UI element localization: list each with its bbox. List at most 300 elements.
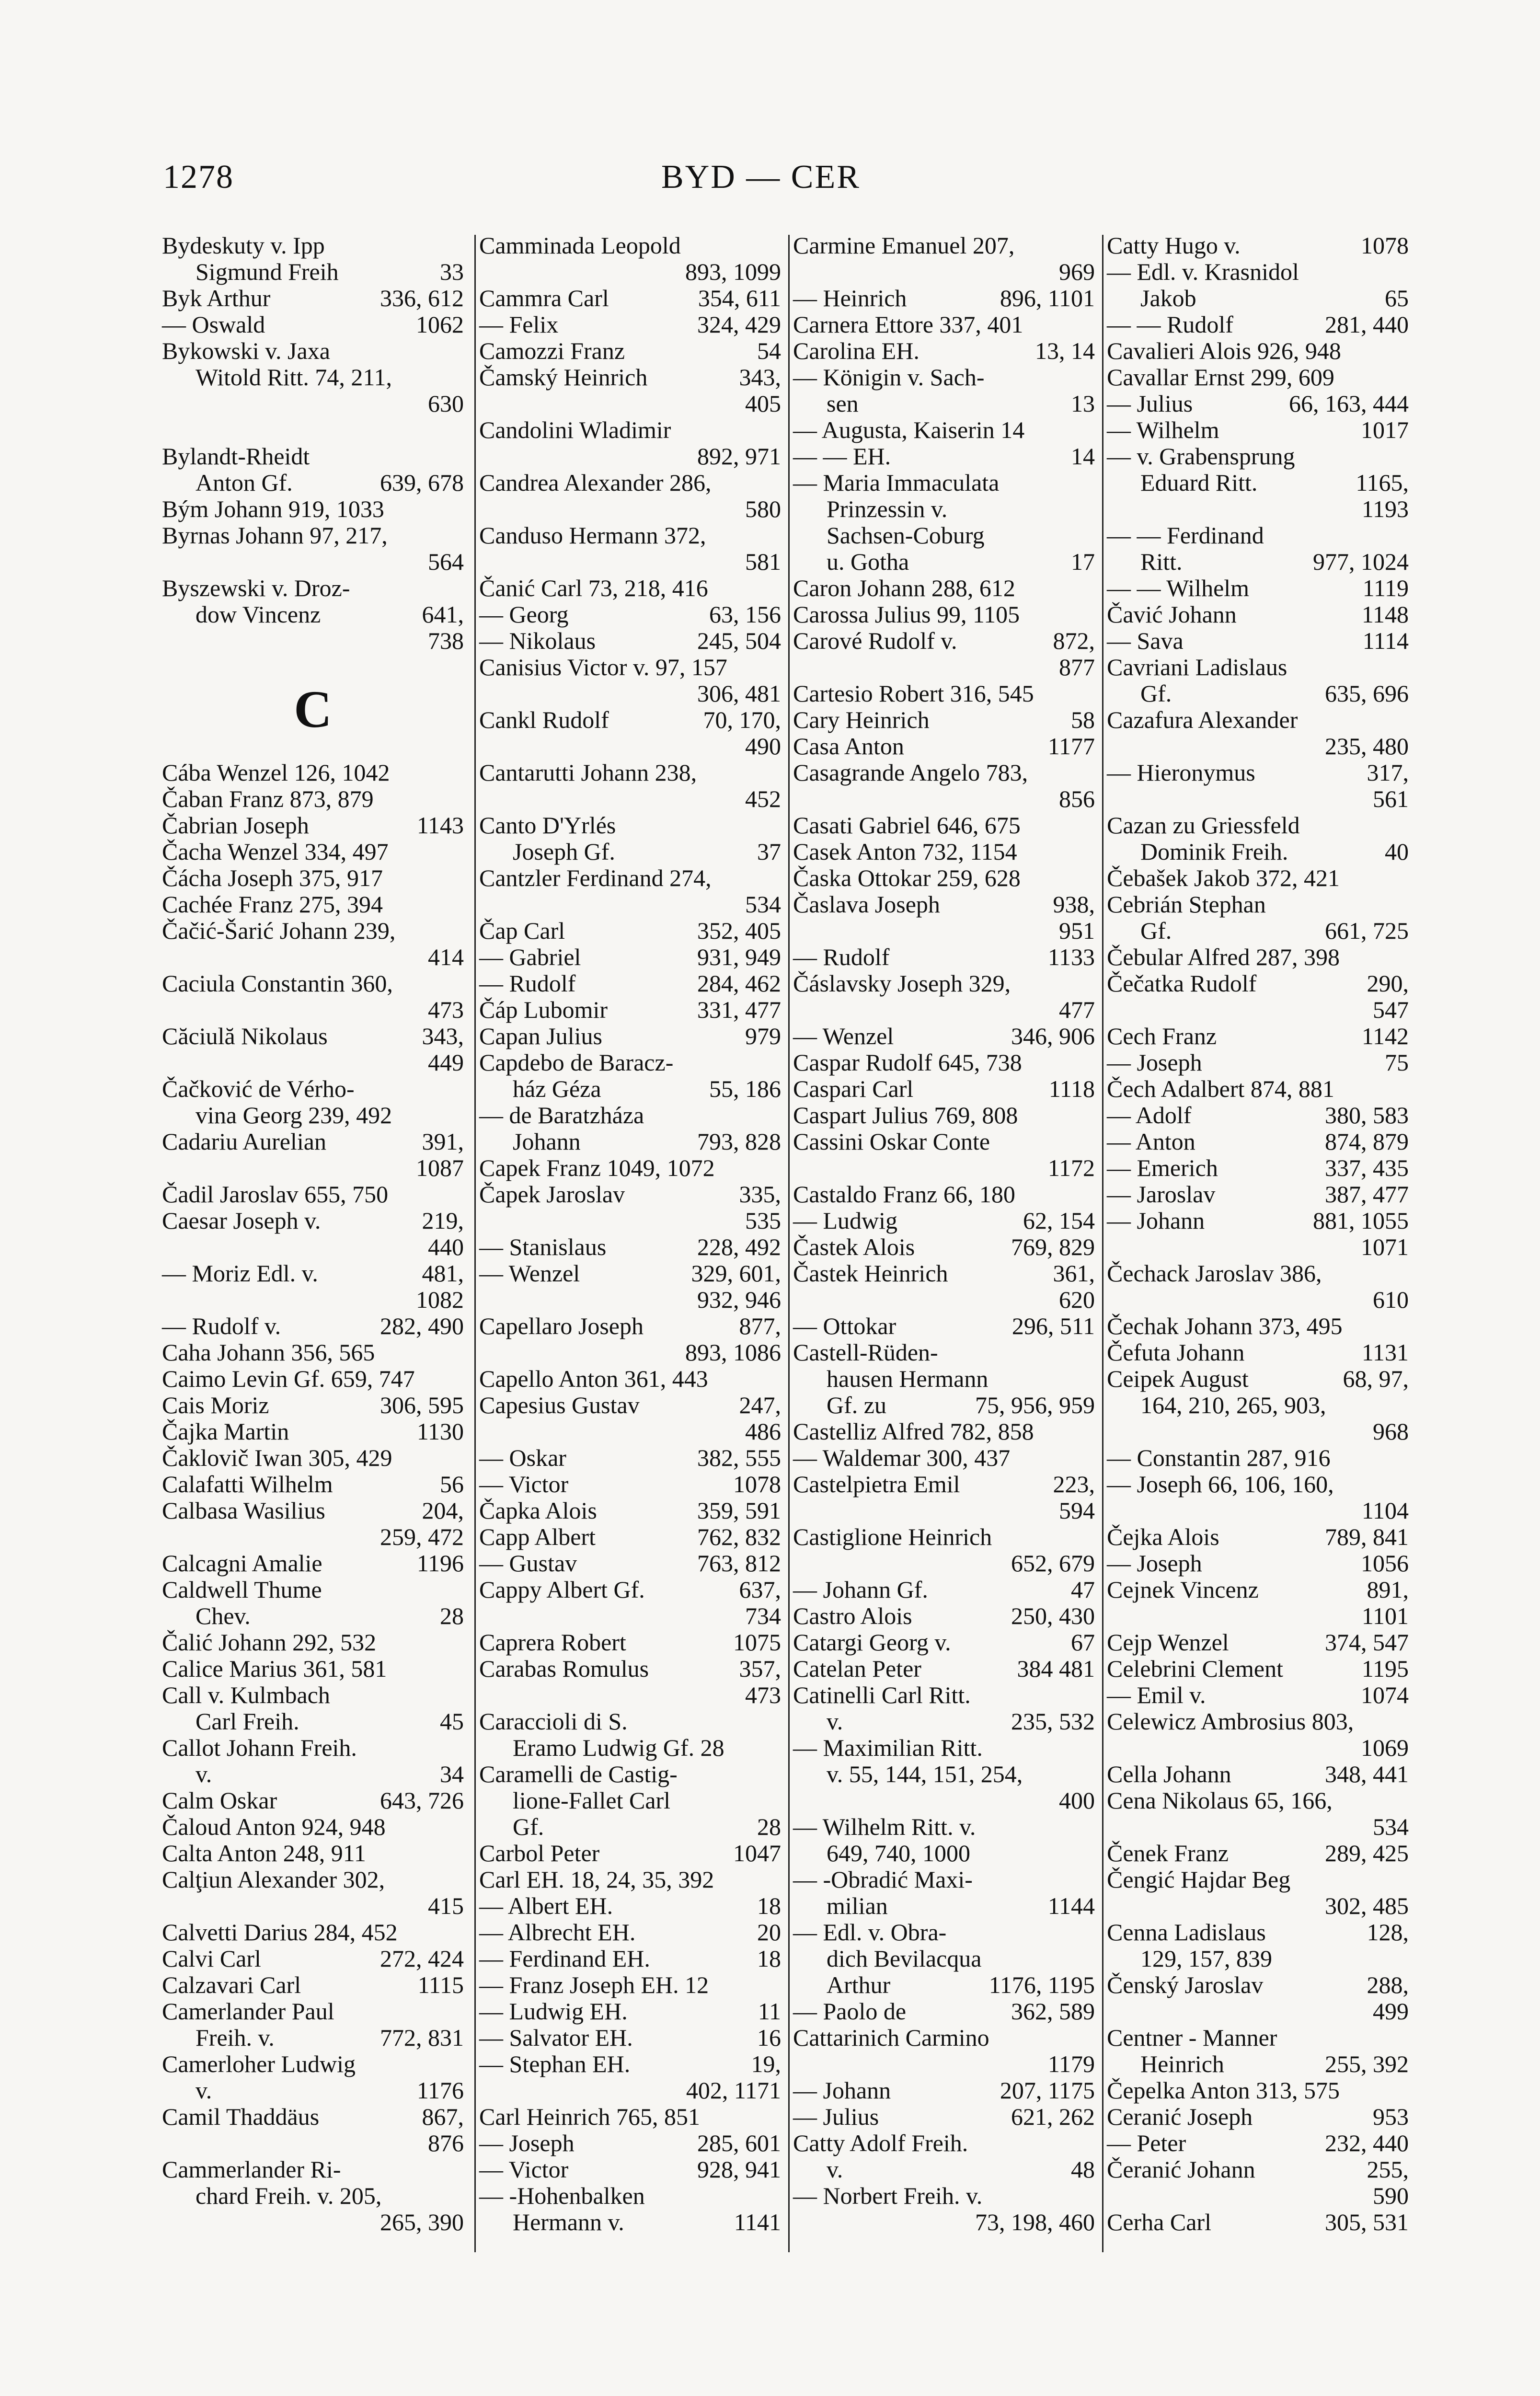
entry-text: — Constantin 287, 916: [1107, 1444, 1331, 1471]
entry-text: Celewicz Ambrosius 803,: [1107, 1708, 1354, 1735]
entry-text: milian: [827, 1892, 888, 1919]
entry-text: Dominik Freih.: [1140, 838, 1288, 865]
entry-text: Canto D'Yrlés: [479, 812, 616, 839]
page-refs: 641,: [422, 601, 464, 628]
entry-line: [162, 839, 464, 865]
column-rule: [474, 235, 476, 2252]
entry-line: [1107, 1208, 1409, 1234]
entry-text: Časlava Joseph: [793, 891, 940, 918]
entry-text: — Nikolaus: [479, 627, 596, 654]
entry-line: [793, 1998, 1095, 2025]
page-refs: 561: [1373, 785, 1409, 812]
index-entry: [162, 1471, 464, 1498]
entry-line: [793, 1049, 1095, 1076]
index-entry: [1107, 1339, 1409, 1366]
index-entry: [479, 1893, 781, 1919]
entry-text: Čech Adalbert 874, 881: [1107, 1075, 1334, 1102]
entry-line: [1107, 391, 1409, 417]
entry-text: Čaban Franz 873, 879: [162, 785, 374, 812]
page-refs: 414: [428, 944, 464, 970]
entry-text: — Georg: [479, 601, 569, 628]
page-refs: 793, 828: [697, 1128, 781, 1155]
entry-text: Sigmund Freih: [195, 258, 339, 285]
entry-text: Cavalieri Alois 926, 948: [1107, 337, 1341, 364]
entry-text: Častek Alois: [793, 1233, 915, 1260]
entry-text: Carolina EH.: [793, 337, 919, 364]
index-entry: [479, 2130, 781, 2156]
index-entry: [1107, 812, 1409, 865]
entry-text: Cebrián Stephan: [1107, 891, 1266, 918]
index-column-4: [1107, 232, 1409, 2235]
index-entry: [479, 1181, 781, 1234]
entry-line: [1107, 1181, 1409, 1208]
index-entry: [1107, 2025, 1409, 2077]
entry-text: Calzavari Carl: [162, 1971, 301, 1998]
entry-line: [479, 2077, 781, 2104]
entry-text: Carbol Peter: [479, 1840, 600, 1866]
entry-text: Carmine Emanuel 207,: [793, 232, 1015, 259]
entry-line: [162, 1577, 464, 1603]
page-refs: 938,: [1053, 891, 1095, 918]
page-refs: 581: [745, 548, 781, 575]
page-refs: 65: [1385, 285, 1409, 311]
entry-text: Carové Rudolf v.: [793, 627, 957, 654]
index-entry: [1107, 575, 1409, 601]
index-entry: [479, 311, 781, 338]
index-entry: [1107, 391, 1409, 417]
entry-text: Calvetti Darius 284, 452: [162, 1919, 398, 1946]
entry-line: [479, 522, 781, 549]
entry-text: Caldwell Thume: [162, 1576, 322, 1603]
entry-text: Calcagni Amalie: [162, 1550, 322, 1577]
entry-text: Cejp Wenzel: [1107, 1629, 1229, 1656]
entry-text: Caciula Constantin 360,: [162, 970, 393, 997]
index-entry: [793, 2130, 1095, 2183]
entry-text: Čajka Martin: [162, 1418, 289, 1445]
entry-line: [162, 2156, 464, 2183]
entry-line: [793, 2077, 1095, 2104]
entry-line: [162, 944, 464, 970]
page-refs: 282, 490: [380, 1313, 464, 1339]
entry-text: Čebular Alfred 287, 398: [1107, 944, 1340, 970]
index-entry: [162, 1577, 464, 1629]
entry-text: Eduard Ritt.: [1140, 469, 1258, 496]
page-refs: 405: [745, 390, 781, 417]
index-entry: [162, 839, 464, 865]
entry-line: [793, 654, 1095, 680]
page-refs: 380, 583: [1325, 1102, 1409, 1129]
page-refs: 1133: [1047, 944, 1095, 970]
entry-line: [793, 812, 1095, 839]
entry-line: [1107, 2104, 1409, 2130]
entry-line: [1107, 707, 1409, 733]
entry-text: chard Freih. v. 205,: [195, 2182, 382, 2209]
entry-line: [1107, 1866, 1409, 1893]
entry-line: [1107, 549, 1409, 575]
entry-line: [1107, 1946, 1409, 1972]
entry-line: [162, 786, 464, 812]
entry-line: [162, 496, 464, 522]
entry-line: [162, 1629, 464, 1656]
entry-line: [1107, 918, 1409, 944]
index-entry: [1107, 760, 1409, 812]
page-refs: 977, 1024: [1313, 548, 1409, 575]
entry-text: — Ludwig EH.: [479, 1998, 628, 2025]
index-entry: [793, 601, 1095, 628]
entry-text: Čeranić Johann: [1107, 2156, 1255, 2183]
entry-line: [1107, 1629, 1409, 1656]
page-refs: 47: [1071, 1576, 1095, 1603]
entry-line: [162, 1761, 464, 1787]
entry-line: [1107, 601, 1409, 628]
index-entry: [479, 1234, 781, 1260]
index-entry: [479, 1023, 781, 1049]
index-entry: [479, 2183, 781, 2235]
page-refs: 45: [440, 1708, 464, 1735]
entry-text: Cadariu Aurelian: [162, 1128, 326, 1155]
entry-line: [793, 1498, 1095, 1524]
entry-line: [1107, 1972, 1409, 1998]
entry-text: Čalić Johann 292, 532: [162, 1629, 377, 1656]
page-refs: 969: [1059, 258, 1095, 285]
entry-text: — Paolo de: [793, 1998, 907, 2025]
entry-text: v.: [827, 2156, 843, 2183]
letter-heading: C: [294, 680, 332, 738]
page-refs: 219,: [422, 1207, 464, 1234]
page-refs: 928, 941: [697, 2156, 781, 2183]
entry-line: [793, 285, 1095, 311]
entry-line: [1107, 1287, 1409, 1313]
entry-line: [479, 1682, 781, 1708]
entry-line: [479, 1023, 781, 1049]
entry-line: [793, 1287, 1095, 1313]
entry-line: [793, 1313, 1095, 1339]
index-entry: [162, 1392, 464, 1418]
index-entry: [162, 1814, 464, 1840]
entry-line: [1107, 1550, 1409, 1577]
page-refs: 856: [1059, 785, 1095, 812]
entry-line: [162, 259, 464, 285]
index-entry: [793, 970, 1095, 1023]
page-refs: 490: [745, 733, 781, 760]
entry-line: [793, 443, 1095, 470]
entry-text: Cella Johann: [1107, 1761, 1231, 1787]
entry-line: [162, 470, 464, 496]
page-refs: 11: [758, 1998, 781, 2025]
index-entry: [1107, 2209, 1409, 2235]
index-entry: [479, 812, 781, 865]
entry-text: Cary Heinrich: [793, 706, 930, 733]
index-entry: [1107, 1550, 1409, 1577]
entry-text: Camminada Leopold: [479, 232, 681, 259]
page-refs: 1119: [1362, 575, 1409, 601]
index-entry: [793, 2104, 1095, 2130]
entry-text: — Stephan EH.: [479, 2050, 631, 2077]
index-entry: [1107, 338, 1409, 364]
entry-line: [1107, 1023, 1409, 1049]
index-entry: [162, 1181, 464, 1208]
entry-line: [162, 997, 464, 1023]
entry-line: [1107, 1392, 1409, 1418]
page-refs: 1193: [1361, 495, 1409, 522]
index-entry: [793, 1524, 1095, 1577]
entry-line: [479, 1102, 781, 1129]
index-entry: [479, 944, 781, 970]
page-refs: 1047: [733, 1840, 781, 1866]
entry-text: — Emerich: [1107, 1154, 1218, 1181]
entry-text: — Julius: [793, 2103, 879, 2130]
entry-line: [162, 1208, 464, 1234]
entry-line: [793, 707, 1095, 733]
entry-line: [1107, 2025, 1409, 2051]
entry-line: [162, 1313, 464, 1339]
entry-line: [479, 364, 781, 391]
entry-line: [162, 1445, 464, 1471]
entry-line: [793, 522, 1095, 549]
entry-text: Časka Ottokar 259, 628: [793, 864, 1021, 891]
entry-text: sen: [827, 390, 859, 417]
page-refs: 289, 425: [1325, 1840, 1409, 1866]
entry-text: Caspari Carl: [793, 1075, 914, 1102]
page-refs: 452: [745, 785, 781, 812]
page-refs: 932, 946: [697, 1286, 781, 1313]
entry-line: [479, 338, 781, 364]
index-entry: [1107, 1023, 1409, 1049]
page-refs: 1165,: [1356, 469, 1409, 496]
page-refs: 1101: [1361, 1602, 1409, 1629]
entry-text: Joseph Gf.: [513, 838, 615, 865]
index-entry: [793, 1629, 1095, 1656]
entry-text: Freih. v.: [195, 2024, 275, 2051]
entry-line: [479, 575, 781, 601]
entry-line: [162, 1682, 464, 1708]
entry-text: — Edl. v. Krasnidol: [1107, 258, 1299, 285]
index-entry: [793, 1234, 1095, 1260]
page-refs: 881, 1055: [1313, 1207, 1409, 1234]
entry-line: [1107, 680, 1409, 707]
entry-line: [1107, 1471, 1409, 1498]
entry-text: — Wenzel: [479, 1260, 580, 1287]
page-refs: 34: [440, 1761, 464, 1787]
entry-line: [793, 2156, 1095, 2183]
index-entry: [1107, 707, 1409, 760]
index-entry: [1107, 232, 1409, 259]
page-refs: 75: [1385, 1049, 1409, 1076]
entry-text: hausen Hermann: [827, 1365, 988, 1392]
entry-text: 649, 740, 1000: [827, 1840, 970, 1866]
index-entry: [479, 1998, 781, 2025]
entry-text: Čáp Lubomir: [479, 996, 608, 1023]
page-refs: 951: [1059, 917, 1095, 944]
index-entry: [162, 1313, 464, 1339]
entry-line: [793, 1445, 1095, 1471]
index-entry: [1107, 1471, 1409, 1524]
entry-text: — Rudolf: [793, 944, 890, 970]
page-refs: 290,: [1367, 970, 1409, 997]
entry-line: [793, 1708, 1095, 1735]
entry-line: [1107, 496, 1409, 522]
entry-text: Ritt.: [1140, 548, 1183, 575]
index-entry: [793, 1418, 1095, 1445]
entry-line: [793, 1629, 1095, 1656]
page-refs: 1177: [1047, 733, 1095, 760]
index-entry: [793, 1682, 1095, 1735]
page-refs: 473: [745, 1682, 781, 1708]
entry-text: — de Baratzháza: [479, 1102, 644, 1129]
entry-line: [1107, 1076, 1409, 1102]
index-entry: [162, 2051, 464, 2104]
entry-line: [162, 1972, 464, 1998]
page-refs: 223,: [1053, 1471, 1095, 1498]
entry-line: [793, 2183, 1095, 2209]
entry-line: [1107, 1761, 1409, 1787]
entry-text: Gf. zu: [827, 1392, 886, 1418]
entry-line: [793, 1471, 1095, 1498]
index-entry: [1107, 1181, 1409, 1208]
entry-line: [162, 1998, 464, 2025]
entry-line: [793, 417, 1095, 443]
index-entry: [162, 285, 464, 311]
index-entry: [479, 1550, 781, 1577]
page-refs: 415: [428, 1892, 464, 1919]
index-entry: [1107, 1445, 1409, 1471]
page-refs: 302, 485: [1325, 1892, 1409, 1919]
index-entry: [479, 1761, 781, 1840]
entry-line: [162, 865, 464, 891]
entry-text: Castelliz Alfred 782, 858: [793, 1418, 1034, 1445]
entry-text: Camozzi Franz: [479, 337, 625, 364]
index-entry: [162, 891, 464, 918]
page-refs: 590: [1373, 2182, 1409, 2209]
entry-line: [479, 839, 781, 865]
entry-text: Witold Ritt. 74, 211,: [195, 364, 392, 391]
index-entry: [793, 1656, 1095, 1682]
entry-line: [1107, 1260, 1409, 1287]
entry-text: Čechak Johann 373, 495: [1107, 1313, 1343, 1339]
index-entry: [1107, 1524, 1409, 1550]
index-entry: [479, 628, 781, 654]
entry-line: [479, 1498, 781, 1524]
entry-line: [162, 1418, 464, 1445]
entry-text: Čejka Alois: [1107, 1523, 1219, 1550]
entry-text: Gf.: [1140, 917, 1172, 944]
entry-text: Bykowski v. Jaxa: [162, 337, 330, 364]
page-refs: 247,: [739, 1392, 781, 1418]
page-refs: 1017: [1361, 416, 1409, 443]
entry-text: — Waldemar 300, 437: [793, 1444, 1011, 1471]
entry-text: — — EH.: [793, 443, 891, 470]
page-refs: 620: [1059, 1286, 1095, 1313]
page-refs: 867,: [422, 2103, 464, 2130]
page-refs: 228, 492: [697, 1233, 781, 1260]
entry-text: Camerloher Ludwig: [162, 2050, 356, 2077]
entry-text: Call v. Kulmbach: [162, 1682, 330, 1708]
entry-line: [793, 1972, 1095, 1998]
entry-text: dow Vincenz: [195, 601, 321, 628]
entry-line: [479, 496, 781, 522]
index-entry: [1107, 891, 1409, 944]
entry-text: Čačković de Vérho-: [162, 1075, 355, 1102]
entry-text: Catty Adolf Freih.: [793, 2130, 968, 2156]
page-refs: 772, 831: [380, 2024, 464, 2051]
entry-line: [479, 707, 781, 733]
index-entry: [793, 1208, 1095, 1234]
index-entry: [162, 1866, 464, 1919]
page-refs: 391,: [422, 1128, 464, 1155]
entry-text: Čanić Carl 73, 218, 416: [479, 575, 708, 601]
entry-text: vina Georg 239, 492: [195, 1102, 392, 1129]
entry-text: — Joseph: [1107, 1550, 1202, 1577]
page-refs: 235, 480: [1325, 733, 1409, 760]
entry-line: [479, 1577, 781, 1603]
entry-line: [793, 970, 1095, 997]
entry-line: [1107, 1313, 1409, 1339]
page-number: 1278: [163, 159, 234, 196]
entry-line: [162, 1866, 464, 1893]
entry-text: — Augusta, Kaiserin 14: [793, 416, 1025, 443]
entry-text: Bylandt-Rheidt: [162, 443, 310, 470]
entry-text: Cais Moriz: [162, 1392, 269, 1418]
entry-line: [479, 311, 781, 338]
entry-line: [479, 1445, 781, 1471]
entry-line: [793, 1840, 1095, 1866]
entry-line: [162, 1339, 464, 1366]
entry-line: [162, 812, 464, 839]
index-entry: [1107, 259, 1409, 311]
index-entry: [479, 2104, 781, 2130]
index-entry: [479, 1313, 781, 1366]
entry-line: [1107, 786, 1409, 812]
index-entry: [1107, 364, 1409, 391]
page-refs: 547: [1373, 996, 1409, 1023]
entry-line: [479, 2104, 781, 2130]
index-entry: [162, 1735, 464, 1787]
entry-line: [1107, 1498, 1409, 1524]
index-entry: [793, 680, 1095, 707]
index-entry: [793, 1866, 1095, 1919]
entry-line: [1107, 575, 1409, 601]
entry-text: Byrnas Johann 97, 217,: [162, 522, 388, 549]
entry-line: [479, 760, 781, 786]
entry-text: Catargi Georg v.: [793, 1629, 951, 1656]
index-entry: [1107, 970, 1409, 1023]
index-entry: [793, 760, 1095, 812]
entry-line: [793, 1919, 1095, 1946]
entry-line: [162, 1893, 464, 1919]
page-refs: 1056: [1361, 1550, 1409, 1577]
entry-line: [162, 1550, 464, 1577]
entry-text: Casagrande Angelo 783,: [793, 759, 1028, 786]
entry-text: v.: [827, 1708, 843, 1735]
page-refs: 1179: [1047, 2050, 1095, 2077]
entry-text: Cavriani Ladislaus: [1107, 654, 1287, 680]
entry-text: Gf.: [1140, 680, 1172, 707]
entry-line: [793, 1076, 1095, 1102]
index-entry: [479, 1498, 781, 1524]
entry-line: [479, 601, 781, 628]
page-refs: 1141: [734, 2209, 781, 2235]
index-entry: [162, 2156, 464, 2235]
index-entry: [793, 1603, 1095, 1629]
page-refs: 877,: [739, 1313, 781, 1339]
entry-text: Caron Johann 288, 612: [793, 575, 1015, 601]
entry-line: [479, 1366, 781, 1392]
entry-text: Čechack Jaroslav 386,: [1107, 1260, 1322, 1287]
entry-text: Capello Anton 361, 443: [479, 1365, 708, 1392]
entry-text: Čefuta Johann: [1107, 1339, 1245, 1366]
entry-gap: [162, 417, 464, 443]
index-entry: [479, 654, 781, 707]
